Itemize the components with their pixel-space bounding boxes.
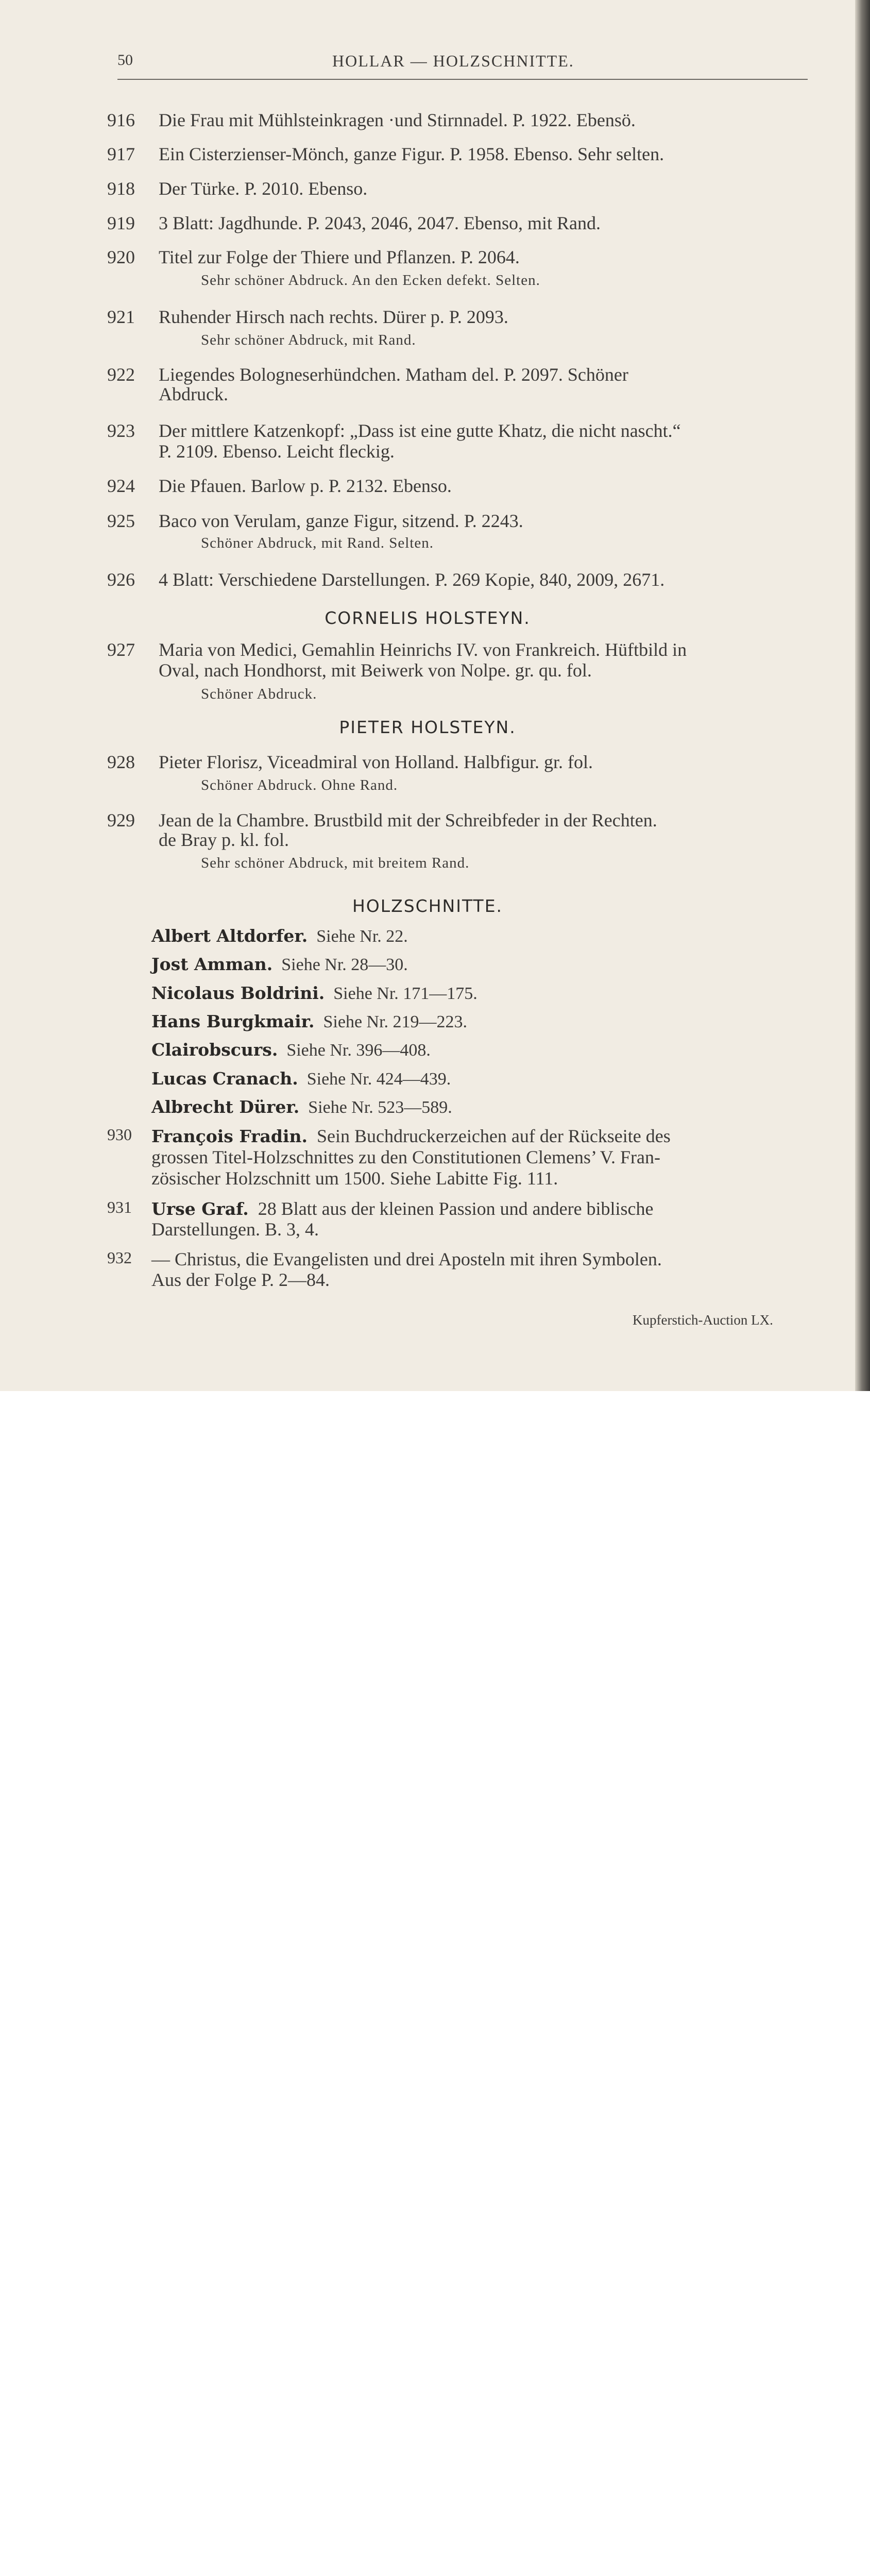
artist-name: François Fradin. <box>151 1126 308 1146</box>
entry-text: Ein Cisterzienser-Mönch, ganze Figur. P. 1958. Ebenso. Sehr selten. <box>159 144 664 164</box>
digitization-footer <box>0 1391 870 1465</box>
entry-number: 921 <box>107 307 135 327</box>
entry-text: Der mittlere Katzenkopf: „Dass ist eine gutte Khatz, die nicht nascht.“ <box>159 420 681 441</box>
entry-number: 927 <box>107 639 135 660</box>
entry-text <box>151 1125 671 1147</box>
cross-reference-altdorfer <box>151 926 408 946</box>
entry-text: grossen Titel-Holzschnittes zu den Constitutionen Clemens’ V. Fran- <box>151 1147 660 1167</box>
entry-text: 3 Blatt: Jagdhunde. P. 2043, 2046, 2047. Ebenso, mit Rand. <box>159 213 601 233</box>
entry-note: Sehr schöner Abdruck, mit breitem Rand. <box>201 855 470 871</box>
entry-text: Aus der Folge P. 2—84. <box>151 1269 330 1290</box>
running-title: HOLLAR — HOLZSCHNITTE. <box>332 52 574 70</box>
header-rule <box>117 79 808 80</box>
entry-number: 928 <box>107 752 135 772</box>
cross-reference-cranach <box>151 1069 451 1089</box>
entry-number: 932 <box>107 1248 132 1267</box>
artist-name: Urse Graf. <box>151 1199 249 1219</box>
entry-number: 918 <box>107 178 135 199</box>
entry-note: Sehr schöner Abdruck, mit Rand. <box>201 332 416 348</box>
reference-text: Siehe Nr. 396—408. <box>286 1041 431 1060</box>
cross-reference-amman <box>151 954 408 975</box>
entry-number: 926 <box>107 569 135 590</box>
entry-text: P. 2109. Ebenso. Leicht fleckig. <box>159 441 395 462</box>
entry-text: Pieter Florisz, Viceadmiral von Holland. Halbfigur. gr. fol. <box>159 752 593 772</box>
entry-text: Oval, nach Hondhorst, mit Beiwerk von Nolpe. gr. qu. fol. <box>159 660 592 681</box>
reference-text: Siehe Nr. 523—589. <box>308 1098 452 1117</box>
entry-text: Maria von Medici, Gemahlin Heinrichs IV. von Frankreich. Hüftbild in <box>159 639 687 660</box>
entry-number: 916 <box>107 110 135 130</box>
catalogue-note: Kupferstich-Auction LX. <box>633 1312 773 1328</box>
artist-name: Hans Burgkmair. <box>151 1011 315 1031</box>
entry-text: zösischer Holzschnitt um 1500. Siehe Labitte Fig. 111. <box>151 1168 558 1189</box>
entry-number: 925 <box>107 511 135 531</box>
section-heading-pieter-holsteyn: PIETER HOLSTEYN. <box>339 717 516 737</box>
reference-text: Siehe Nr. 424—439. <box>306 1070 451 1089</box>
entry-number: 917 <box>107 144 135 164</box>
entry-text <box>151 1198 654 1219</box>
entry-text: Abdruck. <box>159 384 228 404</box>
cross-reference-duerer <box>151 1097 452 1117</box>
entry-note: Sehr schöner Abdruck. An den Ecken defekt. Selten. <box>201 272 540 289</box>
artist-name: Nicolaus Boldrini. <box>151 983 325 1003</box>
entry-number: 923 <box>107 420 135 441</box>
entry-text: Baco von Verulam, ganze Figur, sitzend. P. 2243. <box>159 511 523 531</box>
entry-text: Der Türke. P. 2010. Ebenso. <box>159 178 368 199</box>
entry-number: 929 <box>107 810 135 831</box>
reference-text: Siehe Nr. 28—30. <box>281 955 408 974</box>
entry-text: Ruhender Hirsch nach rechts. Dürer p. P. 2093. <box>159 307 508 327</box>
entry-number: 930 <box>107 1125 132 1144</box>
cross-reference-clairobscurs <box>151 1040 431 1060</box>
entry-text: Liegendes Bologneserhündchen. Matham del. P. 2097. Schöner <box>159 364 628 385</box>
artist-name: Lucas Cranach. <box>151 1069 298 1089</box>
artist-name: Jost Amman. <box>151 954 273 974</box>
entry-number: 920 <box>107 247 135 267</box>
entry-note: Schöner Abdruck. <box>201 686 317 702</box>
entry-text: Die Frau mit Mühlsteinkragen ·und Stirnnadel. P. 1922. Ebensö. <box>159 110 636 130</box>
entry-number: 924 <box>107 476 135 496</box>
cross-reference-burgkmair <box>151 1011 467 1032</box>
artist-name: Albert Altdorfer. <box>151 926 308 946</box>
section-heading-cornelis-holsteyn: CORNELIS HOLSTEYN. <box>325 608 531 628</box>
entry-note: Schöner Abdruck. Ohne Rand. <box>201 777 398 793</box>
reference-text: Siehe Nr. 22. <box>316 927 408 946</box>
entry-text: Titel zur Folge der Thiere und Pflanzen. P. 2064. <box>159 247 520 267</box>
section-heading-holzschnitte: HOLZSCHNITTE. <box>352 896 503 916</box>
artist-name: Clairobscurs. <box>151 1040 278 1060</box>
artist-name: Albrecht Dürer. <box>151 1097 300 1117</box>
entry-text: Die Pfauen. Barlow p. P. 2132. Ebenso. <box>159 476 452 496</box>
reference-text: Siehe Nr. 171—175. <box>333 984 477 1003</box>
entry-note: Schöner Abdruck, mit Rand. Selten. <box>201 535 434 551</box>
entry-text: de Bray p. kl. fol. <box>159 829 289 850</box>
cross-reference-boldrini <box>151 983 477 1004</box>
entry-text: 4 Blatt: Verschiedene Darstellungen. P. 269 Kopie, 840, 2009, 2671. <box>159 569 665 590</box>
entry-text: Darstellungen. B. 3, 4. <box>151 1219 319 1240</box>
entry-text-line: Sein Buchdruckerzeichen auf der Rückseite des <box>317 1126 671 1146</box>
entry-text: Jean de la Chambre. Brustbild mit der Schreibfeder in der Rechten. <box>159 810 657 831</box>
entry-text-line: 28 Blatt aus der kleinen Passion und andere biblische <box>258 1198 654 1219</box>
book-spine-edge <box>855 0 870 1391</box>
entry-number: 922 <box>107 364 135 385</box>
entry-number: 931 <box>107 1198 132 1216</box>
entry-text: — Christus, die Evangelisten und drei Aposteln mit ihren Symbolen. <box>151 1249 662 1269</box>
entry-number: 919 <box>107 213 135 233</box>
reference-text: Siehe Nr. 219—223. <box>323 1012 468 1031</box>
page-number: 50 <box>117 52 133 69</box>
